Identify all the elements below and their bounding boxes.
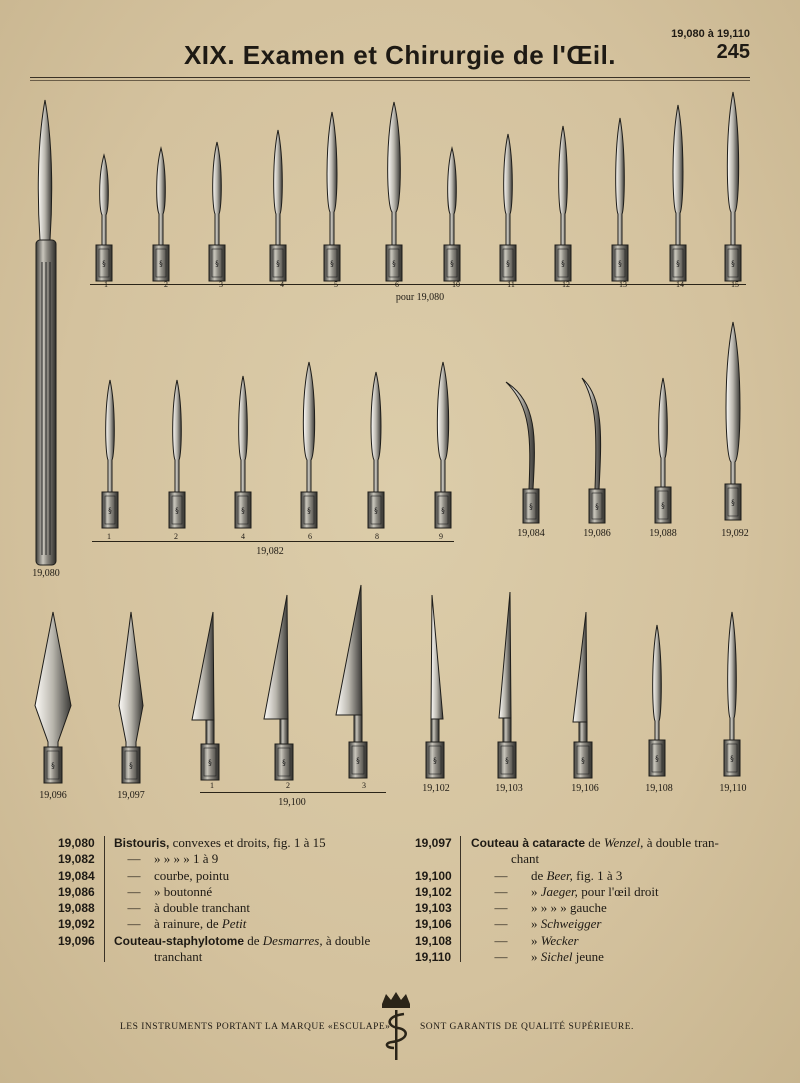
figure-label: 19,106: [571, 783, 599, 794]
handle-glyph: §: [676, 260, 680, 268]
handle-glyph: §: [581, 757, 585, 765]
desc-part: pour l'œil droit: [577, 883, 659, 899]
curved-blade: [582, 378, 601, 489]
scalpel-blade: [100, 155, 109, 245]
desc-part: »: [531, 949, 541, 965]
item-description: [471, 884, 659, 900]
figure-label: 19,086: [583, 528, 611, 539]
cataract-blade: [499, 592, 511, 718]
figure-number: 4: [280, 280, 284, 289]
item-description: [471, 933, 579, 949]
tall-blade: [38, 100, 51, 240]
desc-part: Beer,: [546, 867, 573, 883]
desc-part: »: [531, 916, 541, 932]
handle-glyph: §: [330, 260, 334, 268]
spear-blade: [119, 612, 143, 747]
desc-part: Wenzel,: [603, 835, 644, 850]
figure-number: 11: [507, 280, 515, 289]
handle-glyph: §: [618, 260, 622, 268]
catalog-code: 19,092: [58, 917, 95, 932]
handle-glyph: §: [129, 762, 133, 770]
desc-part: courbe, pointu: [154, 867, 230, 883]
handle-glyph: §: [208, 759, 212, 767]
cataract-neck: [206, 720, 214, 744]
figure-label: 19,110: [719, 783, 747, 794]
desc-part: Couteau à cataracte: [471, 836, 586, 850]
legend-right: [415, 835, 719, 965]
catalog-code: 19,102: [415, 884, 452, 899]
figure-number: 3: [219, 280, 223, 289]
scalpel-blade: [371, 372, 381, 492]
legend-row: [415, 949, 719, 965]
item-description: [114, 884, 212, 900]
desc-part: —: [127, 867, 141, 883]
handle-glyph: §: [655, 755, 659, 763]
page-number: 245: [716, 41, 750, 63]
figure-number: 14: [676, 280, 684, 289]
handle-glyph: §: [529, 503, 533, 511]
handle-glyph: §: [505, 757, 509, 765]
figure-number: 1: [210, 781, 214, 790]
desc-part: —: [494, 883, 508, 899]
curved-blade: [506, 382, 534, 489]
legend-divider-left: [104, 836, 105, 962]
figure-number: 15: [731, 280, 739, 289]
desc-part: —: [494, 900, 508, 916]
scalpel-blade: [559, 126, 568, 245]
footer-left-text: LES INSTRUMENTS PORTANT LA MARQUE «ESCULAPE»: [120, 1022, 391, 1032]
scalpel-blade: [437, 362, 448, 492]
legend-row: [415, 884, 719, 900]
desc-part: »: [531, 932, 541, 948]
desc-part: Sichel: [540, 949, 573, 965]
figure-number: 2: [164, 280, 168, 289]
scalpel-blade: [303, 362, 314, 492]
scalpel-blade: [728, 612, 737, 740]
handle-glyph: §: [561, 260, 565, 268]
scalpel-blade: [673, 105, 683, 245]
figure-number: 9: [439, 532, 443, 541]
figure-number: 13: [619, 280, 627, 289]
figure-number: 10: [452, 280, 460, 289]
cataract-blade: [192, 612, 214, 720]
scalpel-blade: [616, 118, 625, 245]
scalpel-blade: [213, 142, 222, 245]
description-continuation: tranchant: [154, 949, 203, 965]
scalpel-blade: [106, 380, 115, 492]
catalog-code: 19,106: [415, 917, 452, 932]
figure-number: 2: [286, 781, 290, 790]
figure-number: 3: [362, 781, 366, 790]
desc-part: » boutonné: [154, 883, 213, 899]
desc-part: Wecker: [540, 932, 579, 948]
desc-part: gauche: [570, 900, 607, 916]
cataract-neck: [431, 719, 439, 742]
legend-row: [415, 868, 719, 884]
catalog-code: 19,084: [58, 868, 95, 883]
group-label-row2: 19,082: [256, 546, 284, 557]
item-description: [114, 835, 326, 851]
figure-number: 1: [107, 532, 111, 541]
handle-glyph: §: [175, 507, 179, 515]
cataract-neck: [579, 722, 587, 742]
handle-glyph: §: [450, 260, 454, 268]
item-description: [114, 868, 229, 884]
cataract-blade: [573, 612, 587, 722]
handle-glyph: §: [356, 757, 360, 765]
group-label-row1: pour 19,080: [395, 292, 445, 303]
desc-part: —: [127, 883, 141, 899]
desc-part: de: [244, 932, 263, 948]
brace-row3: [200, 792, 386, 793]
handle-glyph: §: [102, 260, 106, 268]
handle-glyph: §: [307, 507, 311, 515]
handle-glyph: §: [595, 503, 599, 511]
scalpel-blade: [327, 112, 337, 245]
item-description: [114, 933, 370, 949]
desc-part: » » » » 1 à 9: [154, 851, 219, 867]
desc-part: —: [127, 900, 141, 916]
desc-part: de: [531, 867, 547, 883]
figure-number: 4: [241, 532, 245, 541]
page-title: XIX. Examen et Chirurgie de l'Œil.: [183, 40, 617, 70]
desc-part: —: [494, 916, 508, 932]
handle-glyph: §: [731, 260, 735, 268]
figure-number: 2: [174, 532, 178, 541]
handle-glyph: §: [441, 507, 445, 515]
handle-glyph: §: [374, 507, 378, 515]
handle-glyph: §: [51, 762, 55, 770]
legend-row: [415, 933, 719, 949]
spear-blade: [35, 612, 71, 747]
catalog-code: 19,088: [58, 901, 95, 916]
label-19080-tall: 19,080: [32, 568, 60, 579]
desc-part: convexes et droits, fig. 1 à 15: [169, 835, 326, 850]
scalpel-blade: [388, 102, 401, 245]
handle-glyph: §: [730, 755, 734, 763]
scalpel-blade: [157, 148, 166, 245]
desc-part: à double tran-: [643, 835, 719, 850]
cataract-blade: [431, 595, 443, 719]
desc-part: Desmarres,: [262, 932, 323, 948]
scalpel-blade: [726, 322, 740, 484]
handle-glyph: §: [108, 507, 112, 515]
handle-glyph: §: [506, 260, 510, 268]
figure-number: 8: [375, 532, 379, 541]
scalpel-blade: [659, 378, 668, 487]
scalpel-blade: [274, 130, 283, 245]
scalpel-blade: [653, 625, 662, 740]
catalog-code: 19,108: [415, 933, 452, 948]
handle-glyph: §: [215, 260, 219, 268]
desc-part: Couteau-staphylotome: [114, 933, 245, 948]
figure-label: 19,092: [721, 528, 749, 539]
catalog-code: 19,103: [415, 901, 452, 916]
desc-part: Jaeger,: [540, 883, 578, 899]
catalog-code: 19,080: [58, 836, 95, 850]
catalog-code: 19,110: [415, 950, 452, 965]
handle-glyph: §: [282, 759, 286, 767]
item-description: [114, 851, 218, 867]
desc-part: à rainure, de: [154, 916, 222, 932]
desc-part: —: [494, 867, 508, 883]
cataract-blade: [336, 585, 362, 715]
desc-part: Schweigger: [540, 916, 602, 932]
figure-number: 5: [334, 280, 338, 289]
handle-glyph: §: [159, 260, 163, 268]
figure-label: 19,096: [39, 790, 67, 801]
description-continuation: chant: [511, 851, 540, 867]
desc-part: à double tranchant: [154, 900, 251, 916]
cataract-neck: [280, 719, 288, 744]
scalpel-blade: [504, 134, 513, 245]
catalog-code: 19,082: [58, 852, 95, 867]
scalpel-blade: [173, 380, 182, 492]
handle-glyph: §: [392, 260, 396, 268]
cataract-neck: [354, 715, 362, 742]
figure-label: 19,102: [422, 783, 450, 794]
group-label-row3: 19,100: [278, 797, 306, 808]
figure-label: 19,088: [649, 528, 677, 539]
figure-label: 19,097: [117, 790, 145, 801]
footer-right-text: SONT GARANTIS DE QUALITÉ SUPÉRIEURE.: [420, 1022, 634, 1032]
desc-part: à double: [322, 932, 371, 948]
figure-number: 12: [562, 280, 570, 289]
esculape-logo: [376, 990, 416, 1062]
figure-number: 1: [104, 280, 108, 289]
brace-row2: [92, 541, 454, 542]
cataract-blade: [264, 595, 288, 719]
item-description: [471, 900, 607, 916]
handle-glyph: §: [731, 499, 735, 507]
handle-glyph: §: [276, 260, 280, 268]
scalpel-blade: [448, 148, 457, 245]
item-description: [471, 868, 622, 884]
catalog-code: 19,086: [58, 884, 95, 899]
cataract-neck: [503, 718, 511, 742]
item-description: [471, 949, 604, 965]
desc-part: Petit: [221, 916, 247, 932]
desc-part: —: [127, 916, 141, 932]
item-description: [114, 916, 246, 932]
desc-part: de: [585, 835, 604, 850]
legend-row: [415, 900, 719, 916]
desc-part: jeune: [572, 949, 604, 965]
handle-glyph: §: [433, 757, 437, 765]
figure-number: 6: [308, 532, 312, 541]
scalpel-blade: [727, 92, 738, 245]
handle-glyph: §: [661, 502, 665, 510]
figure-label: 19,084: [517, 528, 545, 539]
code-range: 19,080 à 19,110: [671, 28, 750, 40]
scalpel-blade: [239, 376, 248, 492]
desc-part: fig. 1 à 3: [572, 867, 623, 883]
handle-glyph: §: [241, 507, 245, 515]
desc-part: —: [494, 949, 508, 965]
desc-part: —: [494, 932, 508, 948]
figure-label: 19,103: [495, 783, 523, 794]
desc-part: —: [127, 851, 141, 867]
catalog-code: 19,097: [415, 836, 452, 850]
catalog-code: 19,100: [415, 868, 452, 883]
item-description: [471, 916, 601, 932]
item-description: [114, 900, 250, 916]
item-description: [471, 835, 719, 851]
legend-row: [415, 916, 719, 932]
figure-number: 6: [395, 280, 399, 289]
desc-part: Bistouris,: [114, 836, 170, 850]
figure-label: 19,108: [645, 783, 673, 794]
desc-part: » » » »: [531, 900, 570, 916]
brace-row1: [90, 284, 746, 285]
catalog-code: 19,096: [58, 933, 95, 948]
legend-row: [415, 835, 719, 851]
desc-part: »: [531, 883, 541, 899]
